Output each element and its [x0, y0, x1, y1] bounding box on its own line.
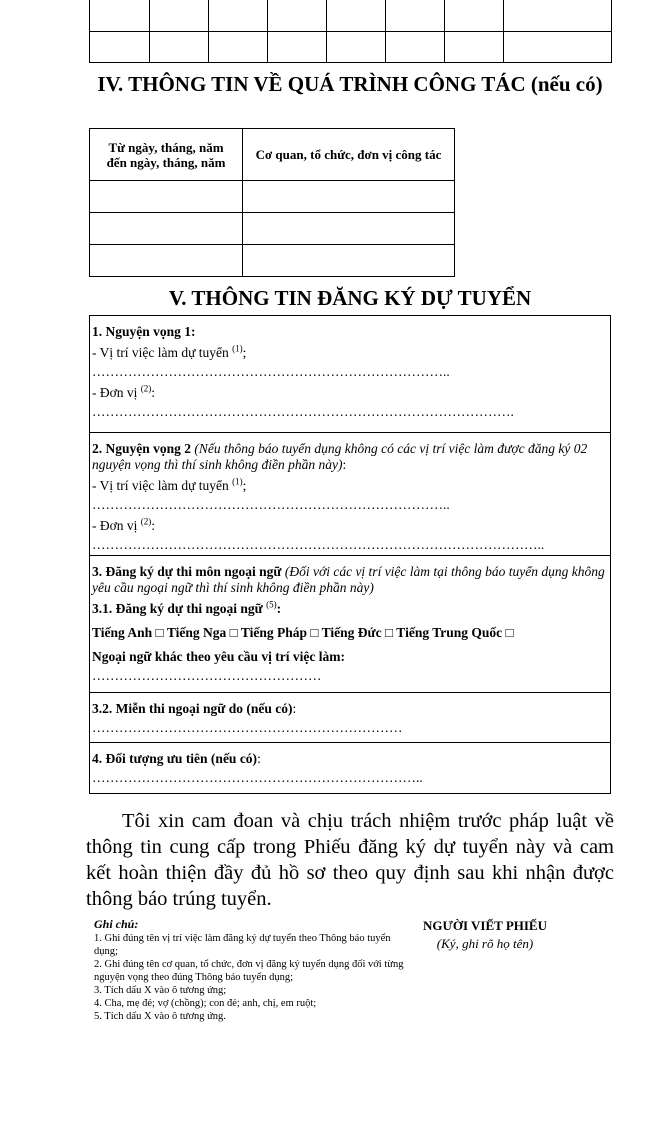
- col-time-line2: đến ngày, tháng, năm: [106, 154, 226, 170]
- org-cell[interactable]: [243, 213, 455, 245]
- table-cell[interactable]: [445, 0, 504, 31]
- language-heading-line: [92, 564, 608, 596]
- priority-heading: 4. Đối tượng ưu tiên (nếu có): [92, 751, 258, 766]
- nv2-heading: 2. Nguyện vọng 2: [92, 441, 192, 456]
- col-org-header: Cơ quan, tổ chức, đơn vị công tác: [243, 129, 455, 181]
- nv2-position-end: ;: [242, 478, 247, 493]
- language-note: (Đối với các vị trí việc làm tại thông báo tuyển dụng không yêu cầu ngoại ngữ thì thí sinh không điền phần này): [92, 564, 605, 595]
- col-time-line1: Từ ngày, tháng, năm: [108, 139, 224, 155]
- language-sub-end: :: [276, 601, 282, 616]
- table-cell[interactable]: [327, 0, 386, 31]
- exemption-heading: 3.2. Miễn thi ngoại ngữ do (nếu có): [92, 701, 293, 716]
- table-row: [90, 213, 455, 245]
- footnote-ref: (1): [232, 476, 243, 487]
- table-cell[interactable]: [445, 31, 504, 62]
- table-row: [90, 31, 612, 62]
- org-cell[interactable]: [243, 181, 455, 213]
- nv1-position-text: - Vị trí việc làm dự tuyển: [92, 345, 229, 360]
- nv2-position-text: - Vị trí việc làm dự tuyển: [92, 478, 229, 493]
- nv2-note: (Nếu thông báo tuyển dụng không có các vị trí việc làm được đăng ký 02 nguyện vọng thì thí sinh không điền phần này): [92, 441, 588, 472]
- nv2-unit-text: - Đơn vị: [92, 518, 138, 533]
- section-v-title: V. THÔNG TIN ĐĂNG KÝ DỰ TUYỂN: [168, 286, 532, 310]
- language-options[interactable]: Tiếng Anh □ Tiếng Nga □ Tiếng Pháp □ Tiếng Đức □ Tiếng Trung Quốc □: [92, 625, 514, 640]
- nv1-section: [90, 316, 610, 433]
- signer-block: [400, 918, 570, 952]
- table-header-row: [90, 129, 455, 181]
- nv2-position-field[interactable]: ……………………………………………………………………..: [92, 497, 450, 512]
- language-heading: 3. Đăng ký dự thi môn ngoại ngữ: [92, 564, 282, 579]
- footnote-ref: (5): [266, 599, 277, 610]
- time-cell[interactable]: [90, 213, 243, 245]
- language-section: [90, 556, 610, 693]
- nv2-heading-line: [92, 441, 608, 473]
- footnote-ref: (2): [140, 516, 152, 527]
- table-cell[interactable]: [209, 31, 268, 62]
- table-cell[interactable]: [386, 0, 445, 31]
- registration-box: [89, 315, 611, 794]
- signer-title: NGƯỜI VIẾT PHIẾU: [422, 918, 547, 933]
- col-time-header: [90, 129, 243, 181]
- table-cell[interactable]: [268, 0, 327, 31]
- table-cell[interactable]: [209, 0, 268, 31]
- priority-heading-end: :: [257, 751, 261, 766]
- footnote-ref: (2): [140, 383, 152, 394]
- table-cell[interactable]: [150, 0, 209, 31]
- nv2-unit-field[interactable]: ………………………………………………………………………………………..: [92, 537, 545, 552]
- note-item: 1. Ghi đúng tên vị trí việc làm đăng ký dự tuyển theo Thông báo tuyển dụng;: [94, 933, 391, 957]
- time-cell[interactable]: [90, 245, 243, 277]
- nv1-unit-end: :: [151, 385, 156, 400]
- work-history-table: [89, 128, 455, 277]
- commitment-paragraph: Tôi xin cam đoan và chịu trách nhiệm trước pháp luật về thông tin cung cấp trong Phiếu đăng ký dự tuyển này và cam kết hoàn thiện đầy đủ hồ sơ theo quy định sau khi nhận được thông báo trúng tuyển.: [86, 810, 614, 910]
- table-cell[interactable]: [504, 31, 612, 62]
- exemption-field[interactable]: ……………………………………………………………: [92, 720, 403, 735]
- exemption-section: [90, 693, 610, 743]
- signer-hint: (Ký, ghi rõ họ tên): [436, 936, 534, 951]
- priority-heading-line: [92, 751, 608, 767]
- notes-title: Ghi chú:: [94, 917, 139, 931]
- table-cell[interactable]: [386, 31, 445, 62]
- other-language-field[interactable]: ……………………………………………: [92, 668, 322, 683]
- notes-block: [94, 918, 414, 1023]
- exemption-heading-line: [92, 701, 608, 717]
- table-cell[interactable]: [268, 31, 327, 62]
- nv2-unit-label: [92, 518, 608, 534]
- org-cell[interactable]: [243, 245, 455, 277]
- table-cell[interactable]: [150, 31, 209, 62]
- nv1-unit-text: - Đơn vị: [92, 385, 138, 400]
- other-language-label: Ngoại ngữ khác theo yêu cầu vị trí việc làm:: [92, 649, 345, 664]
- nv1-position-end: ;: [242, 345, 247, 360]
- table-row: [90, 181, 455, 213]
- note-item: 5. Tích dấu X vào ô tương ứng.: [94, 1011, 226, 1022]
- language-sub-heading-line: [92, 601, 608, 617]
- time-cell[interactable]: [90, 181, 243, 213]
- nv1-heading: 1. Nguyện vọng 1:: [92, 324, 196, 339]
- note-item: 2. Ghi đúng tên cơ quan, tổ chức, đơn vị đăng ký tuyển dụng đối với từng nguyện vọng theo đúng Thông báo tuyển dụng;: [94, 959, 404, 983]
- nv2-note-end: :: [342, 457, 347, 472]
- note-item: 3. Tích dấu X vào ô tương ứng;: [94, 985, 227, 996]
- nv1-position-label: [92, 345, 608, 361]
- priority-field[interactable]: ………………………………………………………………..: [92, 770, 423, 785]
- section-iv-title: IV. THÔNG TIN VỀ QUÁ TRÌNH CÔNG TÁC (nếu có): [97, 72, 603, 96]
- table-row: [90, 0, 612, 31]
- table-cell[interactable]: [327, 31, 386, 62]
- nv1-position-field[interactable]: ……………………………………………………………………..: [92, 364, 450, 379]
- nv1-unit-label: [92, 385, 608, 401]
- priority-section: [90, 743, 610, 793]
- note-item: 4. Cha, mẹ đẻ; vợ (chồng); con đẻ; anh, chị, em ruột;: [94, 998, 317, 1009]
- table-cell[interactable]: [90, 31, 150, 62]
- exemption-heading-end: :: [292, 701, 297, 716]
- table-cell[interactable]: [90, 0, 150, 31]
- nv2-section: [90, 433, 610, 556]
- previous-section-table: [89, 0, 612, 63]
- language-sub-heading: 3.1. Đăng ký dự thi ngoại ngữ: [92, 601, 263, 616]
- table-cell[interactable]: [504, 0, 612, 31]
- nv2-position-label: [92, 478, 608, 494]
- nv2-unit-end: :: [151, 518, 156, 533]
- table-row: [90, 245, 455, 277]
- nv1-unit-field[interactable]: ………………………………………………………………………………….: [92, 404, 514, 419]
- footnote-ref: (1): [232, 343, 243, 354]
